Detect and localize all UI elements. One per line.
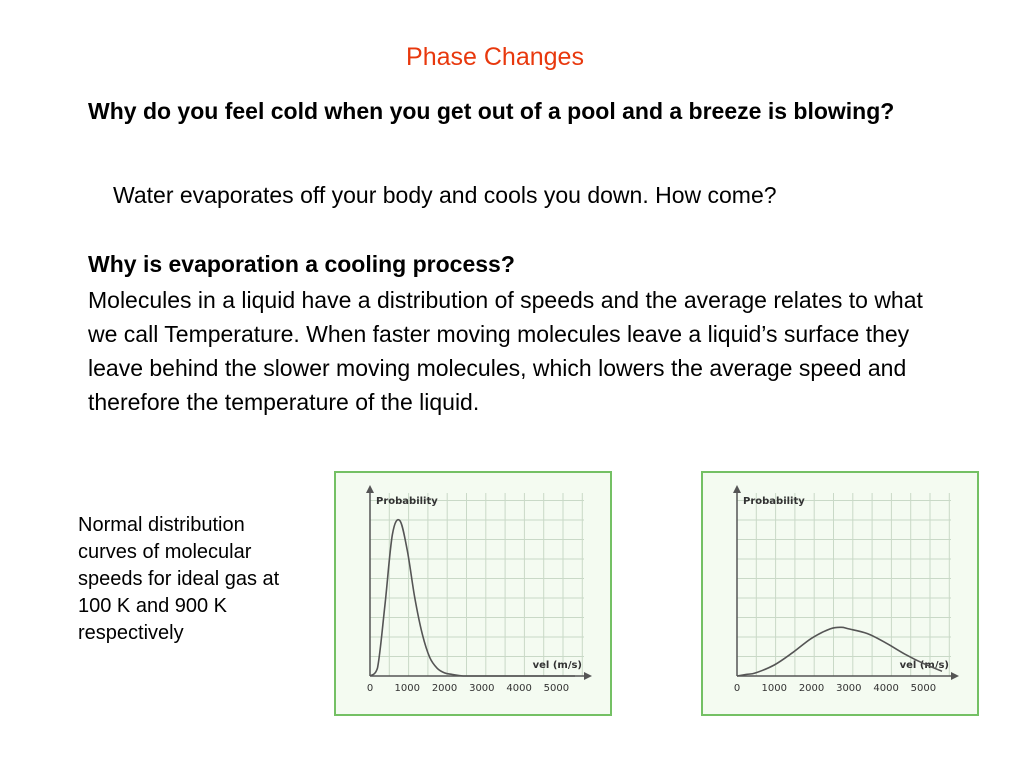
answer-evaporation: Water evaporates off your body and cools you down. How come? — [113, 182, 777, 208]
chart-frame-border — [702, 472, 978, 715]
speed-distribution-chart-100k — [334, 471, 612, 716]
x-tick-label: 5000 — [543, 683, 570, 694]
chart-frame-border — [335, 472, 611, 715]
x-axis-label: vel (m/s) — [532, 660, 582, 671]
explanation-paragraph: Molecules in a liquid have a distribution of speeds and the average relates to what we call Temperature. When faster moving molecules leave a liquid’s surface they leave behind the slower moving molecules, which lowers the average speed and therefore the temperature of the liquid. — [88, 287, 923, 415]
chart-caption: Normal distribution curves of molecular speeds for ideal gas at 100 K and 900 K respectively — [78, 514, 280, 644]
x-tick-label: 4000 — [506, 683, 532, 694]
x-tick-label: 2000 — [798, 683, 825, 694]
chart-svg-100k — [334, 471, 612, 716]
x-tick-label: 2000 — [431, 683, 458, 694]
x-tick-label: 5000 — [910, 683, 937, 694]
y-axis-label: Probability — [743, 496, 805, 507]
x-tick-label: 1000 — [394, 683, 420, 694]
question-evaporation-cooling: Why is evaporation a cooling process? — [88, 251, 515, 277]
chart-svg-900k — [701, 471, 979, 716]
x-tick-label: 0 — [366, 683, 374, 694]
x-tick-label: 1000 — [761, 683, 787, 694]
x-tick-label: 0 — [733, 683, 741, 694]
x-tick-label: 3000 — [836, 683, 862, 694]
x-tick-label: 4000 — [873, 683, 899, 694]
speed-distribution-chart-900k — [701, 471, 979, 716]
slide-title: Phase Changes — [406, 43, 584, 71]
question-pool-breeze: Why do you feel cold when you get out of a pool and a breeze is blowing? — [88, 98, 895, 124]
x-axis-label: vel (m/s) — [899, 660, 949, 671]
x-tick-label: 3000 — [469, 683, 495, 694]
y-axis-label: Probability — [376, 496, 438, 507]
